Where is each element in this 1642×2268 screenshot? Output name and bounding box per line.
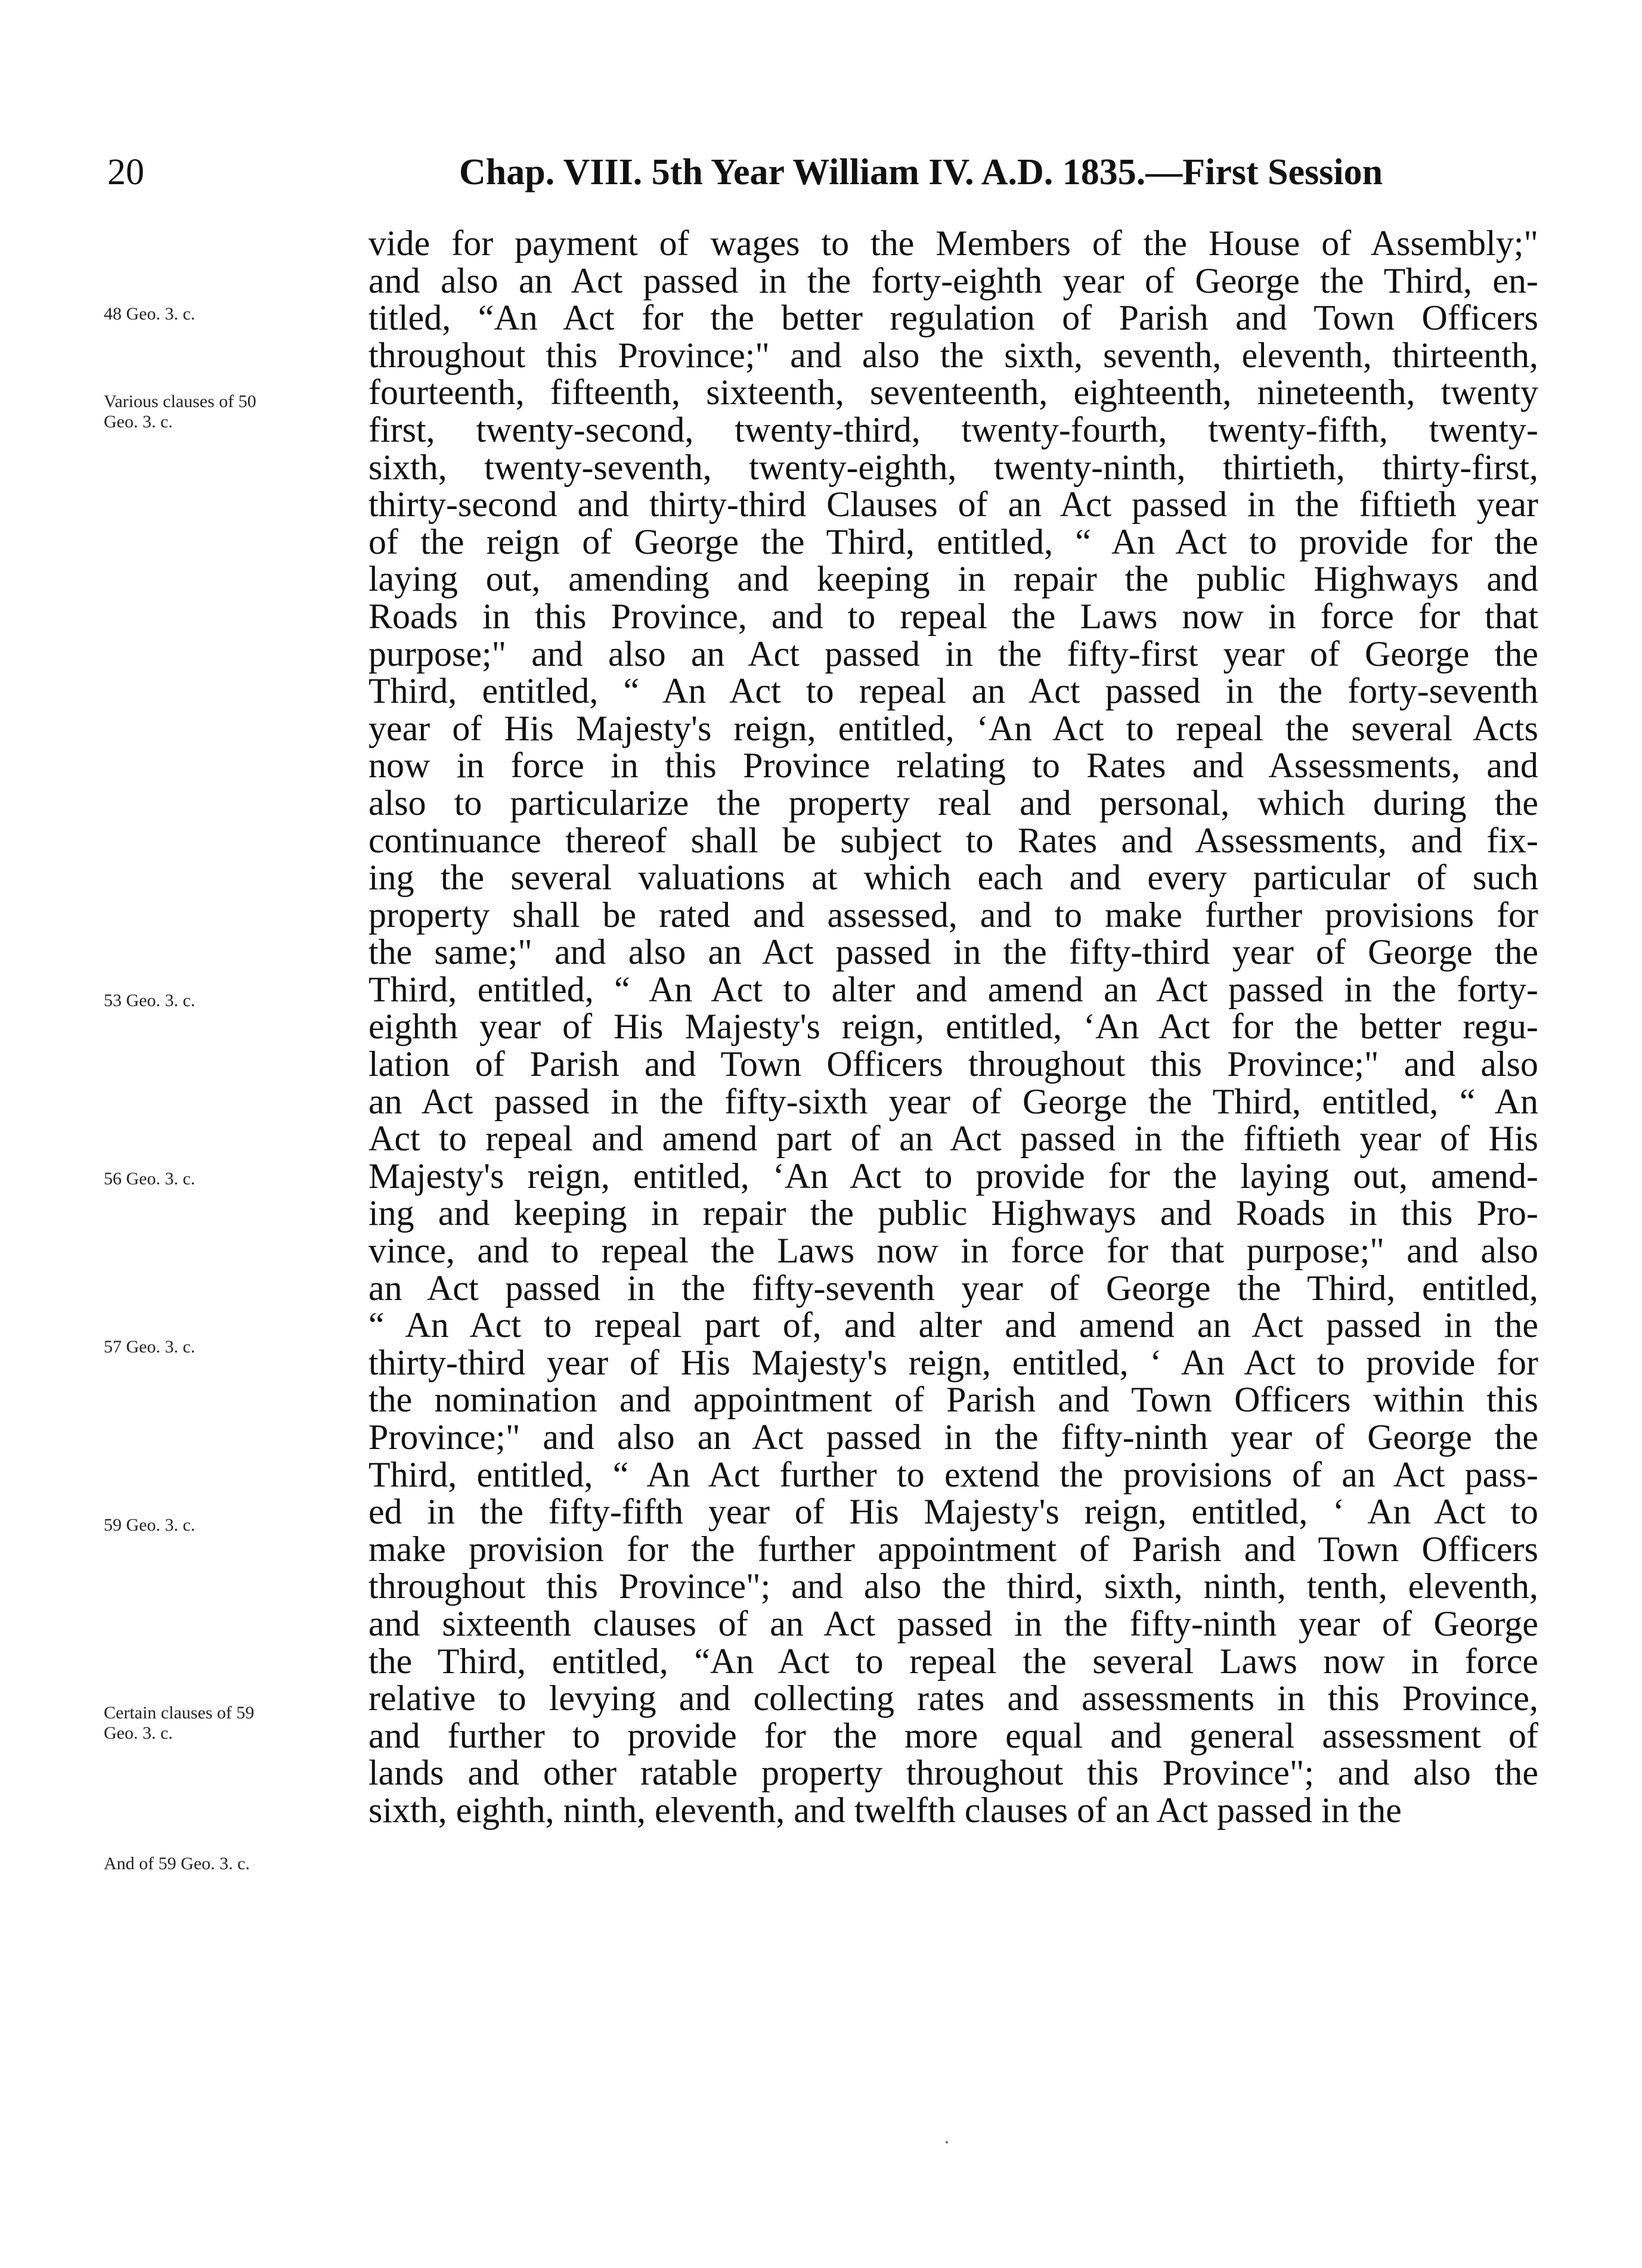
text-line: year of His Majesty's reign, entitled, ‘An Act to repeal the several Acts — [368, 708, 1538, 748]
text-line: make provision for the further appointment of Parish and Town Officers — [368, 1529, 1538, 1569]
text-line: and sixteenth clauses of an Act passed in the fifty-ninth year of George — [368, 1603, 1538, 1643]
text-line: throughout this Province"; and also the third, sixth, ninth, tenth, eleventh, — [368, 1566, 1538, 1606]
sidenote-line: 59 Geo. 3. c. — [104, 1515, 196, 1535]
sidenote-line: 48 Geo. 3. c. — [104, 304, 196, 324]
sidenote-and-of-59-geo-3 — [104, 1854, 250, 1874]
text-line: sixth, eighth, ninth, eleventh, and twelfth clauses of an Act passed in the — [368, 1790, 1402, 1830]
text-line: and further to provide for the more equal and general assessment of — [368, 1715, 1538, 1755]
text-line: the nomination and appointment of Parish and Town Officers within this — [368, 1380, 1538, 1420]
text-line: ing and keeping in repair the public Highways and Roads in this Pro- — [368, 1193, 1538, 1233]
text-line: eighth year of His Majesty's reign, entitled, ‘An Act for the better regu- — [368, 1007, 1538, 1047]
sidenote-line: Geo. 3. c. — [104, 412, 173, 432]
running-head: Chap. VIII. 5th Year William IV. A.D. 1835.—First Session — [459, 152, 1383, 193]
text-line: thirty-second and thirty-third Clauses of an Act passed in the fiftieth year — [368, 485, 1538, 525]
text-line: titled, “An Act for the better regulation of Parish and Town Officers — [368, 298, 1538, 338]
sidenote-57-geo-3 — [104, 1337, 195, 1357]
sidenote-48-geo-3 — [104, 304, 195, 324]
text-line: the Third, entitled, “An Act to repeal the several Laws now in force — [368, 1641, 1538, 1681]
text-line: first, twenty-second, twenty-third, twenty-fourth, twenty-fifth, twenty- — [368, 409, 1538, 449]
text-line: throughout this Province;" and also the sixth, seventh, eleventh, thirteenth, — [368, 335, 1538, 375]
text-line: an Act passed in the fifty-sixth year of George the Third, entitled, “ An — [368, 1081, 1538, 1121]
text-line: Act to repeal and amend part of an Act passed in the fiftieth year of His — [368, 1119, 1538, 1159]
text-line: an Act passed in the fifty-seventh year of George the Third, entitled, — [368, 1268, 1538, 1308]
sidenote-line: Various clauses of 50 — [104, 392, 256, 411]
text-line: relative to levying and collecting rates and assessments in this Province, — [368, 1678, 1538, 1718]
sidenote-line: 56 Geo. 3. c. — [104, 1169, 196, 1189]
text-line: thirty-third year of His Majesty's reign, entitled, ‘ An Act to provide for — [368, 1342, 1538, 1382]
text-line: now in force in this Province relating to Rates and Assessments, and — [368, 746, 1538, 786]
text-line: ing the several valuations at which each and every particular of such — [368, 858, 1538, 898]
text-line: Third, entitled, “ An Act to alter and amend an Act passed in the forty- — [368, 969, 1538, 1009]
ink-speck — [946, 2141, 948, 2143]
text-line: purpose;" and also an Act passed in the fifty-first year of George the — [368, 634, 1538, 674]
text-line: Roads in this Province, and to repeal the Laws now in force for that — [368, 596, 1538, 636]
text-line: the same;" and also an Act passed in the fifty-third year of George the — [368, 932, 1538, 972]
body-text — [368, 225, 1538, 1829]
text-line: “ An Act to repeal part of, and alter and amend an Act passed in the — [368, 1305, 1538, 1345]
sidenote-line: 53 Geo. 3. c. — [104, 991, 196, 1010]
text-line: vide for payment of wages to the Members of the House of Assembly;" — [368, 224, 1538, 263]
text-line: of the reign of George the Third, entitled, “ An Act to provide for the — [368, 522, 1538, 561]
text-line: lands and other ratable property throughout this Province"; and also the — [368, 1753, 1538, 1793]
sidenote-59-geo-3 — [104, 1515, 195, 1535]
text-line: Third, entitled, “ An Act to repeal an Act passed in the forty-seventh — [368, 671, 1538, 711]
sidenote-line: Geo. 3. c. — [104, 1723, 173, 1743]
text-line: Province;" and also an Act passed in the fifty-ninth year of George the — [368, 1417, 1538, 1457]
sidenote-various-clauses-50-geo-3 — [104, 392, 256, 432]
text-line: sixth, twenty-seventh, twenty-eighth, twenty-ninth, thirtieth, thirty-first, — [368, 447, 1538, 487]
text-line: Third, entitled, “ An Act further to extend the provisions of an Act pass- — [368, 1454, 1538, 1494]
text-line: continuance thereof shall be subject to Rates and Assessments, and fix- — [368, 820, 1538, 860]
text-line: also to particularize the property real and personal, which during the — [368, 783, 1538, 823]
text-line: lation of Parish and Town Officers throughout this Province;" and also — [368, 1044, 1538, 1084]
text-line: property shall be rated and assessed, and to make further provisions for — [368, 895, 1538, 935]
text-line: ed in the fifty-fifth year of His Majesty's reign, entitled, ‘ An Act to — [368, 1492, 1538, 1532]
sidenote-line: 57 Geo. 3. c. — [104, 1337, 196, 1357]
sidenote-line: Certain clauses of 59 — [104, 1703, 255, 1723]
text-line: laying out, amending and keeping in repair the public Highways and — [368, 559, 1538, 599]
page-number: 20 — [107, 152, 144, 193]
text-line: and also an Act passed in the forty-eighth year of George the Third, en- — [368, 260, 1538, 300]
sidenote-certain-clauses-59-geo-3 — [104, 1703, 254, 1743]
sidenote-line: And of 59 Geo. 3. c. — [104, 1854, 250, 1873]
text-line: fourteenth, fifteenth, sixteenth, seventeenth, eighteenth, nineteenth, twenty — [368, 373, 1538, 412]
text-line: vince, and to repeal the Laws now in force for that purpose;" and also — [368, 1231, 1538, 1271]
text-line: Majesty's reign, entitled, ‘An Act to provide for the laying out, amend- — [368, 1156, 1538, 1196]
sidenote-53-geo-3 — [104, 991, 195, 1011]
sidenote-56-geo-3 — [104, 1169, 195, 1189]
